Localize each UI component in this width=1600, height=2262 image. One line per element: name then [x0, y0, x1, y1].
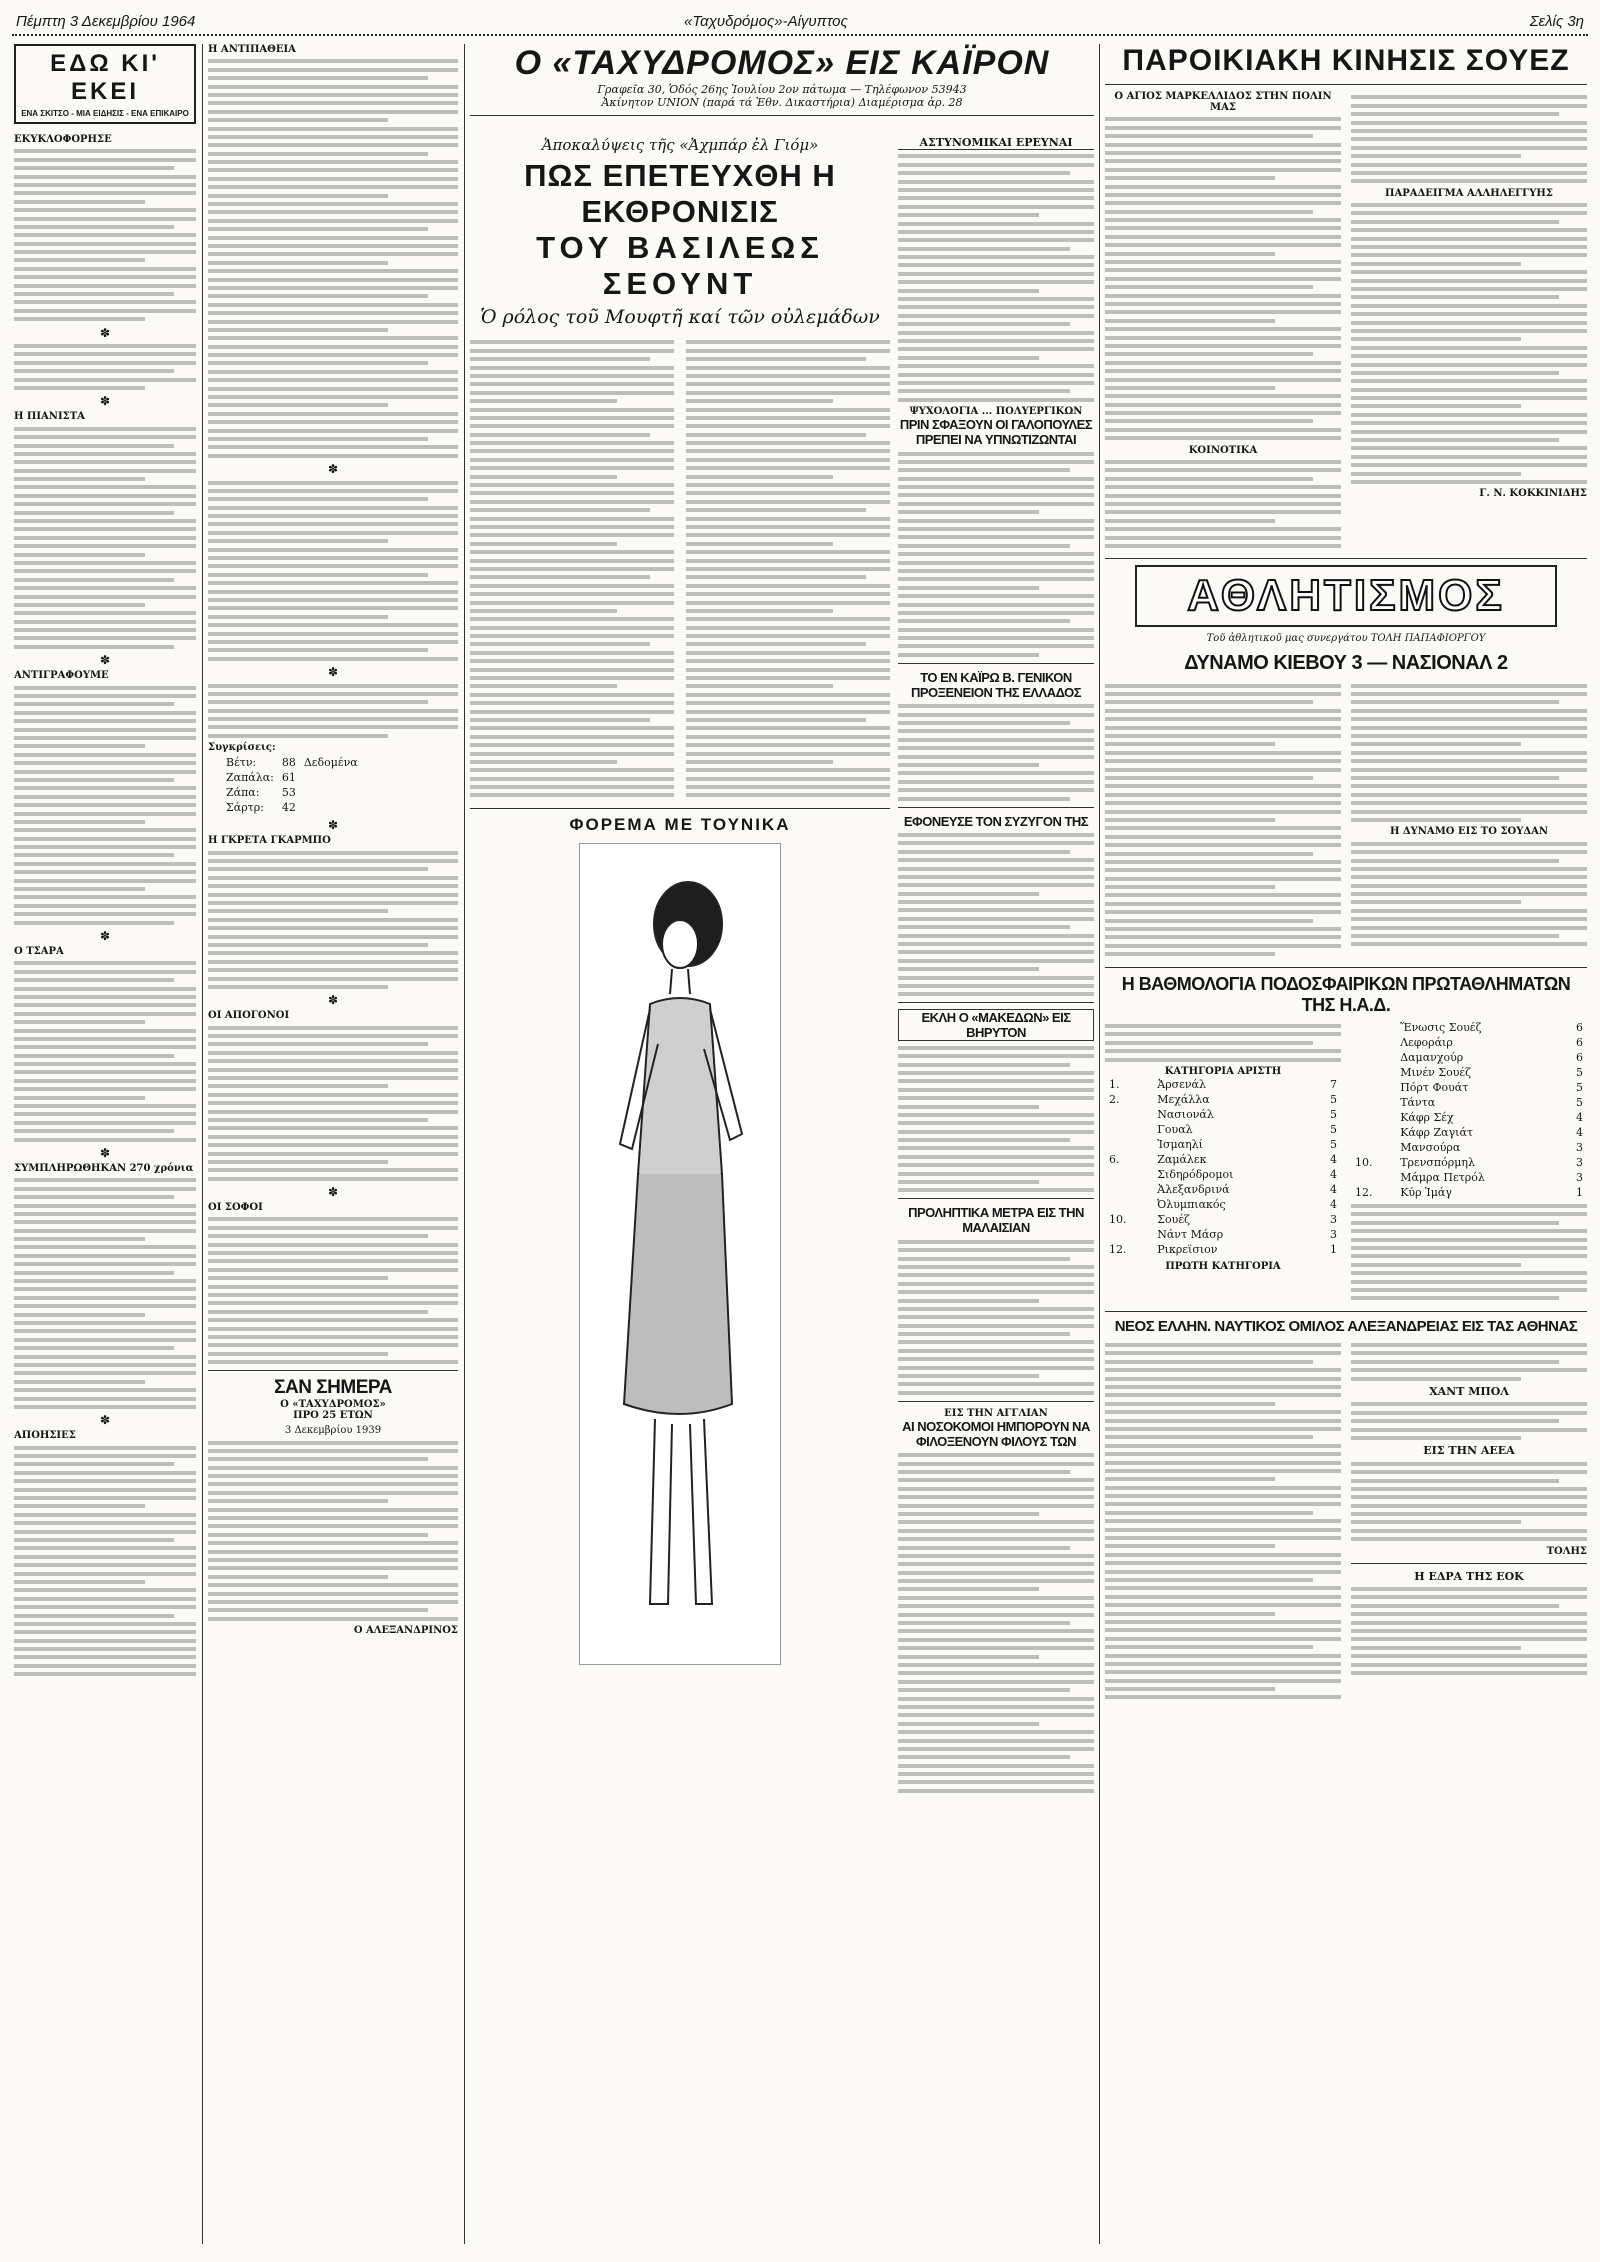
table-cell [1105, 1167, 1153, 1182]
table-cell [1105, 1182, 1153, 1197]
article-body [1351, 684, 1587, 822]
article-body [208, 851, 458, 989]
table-cell: Σουέζ [1157, 1212, 1190, 1226]
standings-row [1351, 1065, 1587, 1080]
article-body [1351, 1402, 1587, 1440]
separator-ornament: ✽ [327, 665, 339, 680]
article-body [208, 1217, 458, 1364]
article-body [208, 1026, 458, 1181]
article-body [14, 1178, 196, 1409]
divider [1105, 84, 1587, 85]
table-cell: Ζάπα: [226, 786, 260, 800]
table-cell [1351, 1095, 1396, 1110]
table-cell: 5 [1330, 1122, 1337, 1136]
table-cell: 3 [1330, 1212, 1337, 1226]
column-rule [464, 44, 465, 2244]
brief-heading: ΕΚΛΗ Ο «ΜΑΚΕΔΩΝ» ΕΙΣ ΒΗΡΥΤΟΝ [898, 1009, 1094, 1041]
table-cell: Κάφρ Ζαγιάτ [1400, 1125, 1473, 1139]
section-heading: ΕΚΥΚΛΟΦΟΡΗΣΕ [14, 134, 112, 145]
address-line: Ἀκίνητον UNION (παρά τά Ἐθν. Δικαστήρια) Διαμέρισμα ἀρ. 28 [601, 96, 963, 109]
article-body [470, 336, 674, 802]
section-heading: ΚΟΙΝΟΤΙΚΑ [1188, 444, 1258, 456]
table-row [222, 800, 362, 815]
sports-banner [1135, 565, 1557, 627]
table-row [222, 755, 362, 770]
standings-row [1105, 1242, 1341, 1257]
fashion-title: ΦΟΡΕΜΑ ΜΕ ΤΟΥΝΙΚΑ [569, 814, 791, 834]
standings-row [1351, 1170, 1587, 1185]
standings-row [1351, 1080, 1587, 1095]
table-cell: 5 [1330, 1092, 1337, 1106]
table-cell: Κύρ Ἰμάγ [1400, 1185, 1452, 1199]
table-cell: 10. [1355, 1155, 1373, 1169]
table-cell: Μινέν Σουέζ [1400, 1065, 1472, 1079]
column-rule [1099, 44, 1100, 2244]
standings-row [1351, 1185, 1587, 1200]
table-cell: Σάρτρ: [226, 801, 264, 815]
article-body [1105, 460, 1341, 548]
table-cell: Πόρτ Φουάτ [1400, 1080, 1469, 1094]
article-body [898, 1240, 1094, 1395]
section-heading: ΟΙ ΣΟΦΟΙ [208, 1202, 263, 1214]
table-cell: 53 [281, 786, 296, 800]
table-cell: 6 [1576, 1035, 1583, 1049]
section-heading: Η ΔΥΝΑΜΟ ΕΙΣ ΤΟ ΣΟΥΔΑΝ [1389, 826, 1549, 838]
section-heading: ΟΙ ΑΠΟΓΟΝΟΙ [208, 1010, 290, 1022]
separator-ornament: ✽ [99, 394, 111, 409]
divider [1105, 558, 1587, 559]
divider [898, 807, 1094, 808]
table-cell [1351, 1035, 1396, 1050]
byline: Γ. Ν. ΚΟΚΚΙΝΙΔΗΣ [1479, 488, 1587, 500]
table-cell [1351, 1065, 1396, 1080]
table-cell: 1. [1109, 1077, 1120, 1091]
table-cell: Μεχάλλα [1157, 1092, 1210, 1106]
table-cell: Δαμανχούρ [1400, 1050, 1464, 1064]
article-body [898, 704, 1094, 800]
table-row [222, 785, 362, 800]
table-cell: 5 [1330, 1137, 1337, 1151]
running-head [12, 10, 1588, 36]
standings-row [1105, 1092, 1341, 1107]
newspaper-page [12, 10, 1588, 2252]
headline: ΤΟΥ ΒΑΣΙΛΕΩΣ ΣΕΟΥΝΤ [536, 230, 824, 301]
article-body [1351, 842, 1587, 947]
standings-row [1351, 1140, 1587, 1155]
kicker: Ἀποκαλύψεις τῆς «Ἀχμπάρ ἐλ Γιόμ» [541, 136, 819, 154]
table-cell: 1 [1576, 1185, 1583, 1199]
suez-title: ΠΑΡΟΙΚΙΑΚΗ ΚΙΝΗΣΙΣ ΣΟΥΕΖ [1122, 44, 1570, 77]
deck: Ὁ ρόλος τοῦ Μουφτῆ καί τῶν οὐλεμάδων [480, 306, 880, 328]
on-this-day-sub: ΠΡΟ 25 ΕΤΩΝ [293, 1410, 373, 1422]
club-col-b [1351, 1339, 1587, 1704]
section-heading: Η ΓΚΡΕΤΑ ΓΚΑΡΜΠΟ [208, 835, 331, 847]
standings-col-a [1105, 1020, 1341, 1305]
table-cell: 4 [1576, 1125, 1583, 1139]
separator-ornament: ✽ [99, 1145, 111, 1160]
table-cell: 3 [1576, 1155, 1583, 1169]
match-col-b [1351, 679, 1587, 960]
standings-title: Η ΒΑΘΜΟΛΟΓΙΑ ΠΟΔΟΣΦΑΙΡΙΚΩΝ ΠΡΩΤΑΘΛΗΜΑΤΩΝ ΤΗΣ Η.Α.Δ. [1121, 973, 1571, 1015]
table-cell: 2. [1109, 1092, 1120, 1106]
table-cell: 5 [1330, 1107, 1337, 1121]
table-cell: Μανσούρα [1400, 1140, 1461, 1154]
match-headline: ΔΥΝΑΜΟ ΚΙΕΒΟΥ 3 — ΝΑΣΙΟΝΑΛ 2 [1184, 652, 1508, 675]
standings-row [1105, 1137, 1341, 1152]
separator-ornament: ✽ [99, 1413, 111, 1428]
article-body [1351, 95, 1587, 183]
section-heading: ΣΥΜΠΛΗΡΩΘΗΚΑΝ 270 χρόνια [14, 1162, 194, 1174]
table-cell: Δεδομένα [303, 756, 358, 770]
table-cell: 4 [1330, 1152, 1337, 1166]
article-body [1351, 1204, 1587, 1300]
table-cell: Λεφοράιρ [1400, 1035, 1453, 1049]
table-cell: 88 [281, 756, 296, 770]
table-cell [1351, 1020, 1396, 1035]
table-cell [1351, 1140, 1396, 1155]
table-heading: ΠΡΩΤΗ ΚΑΤΗΓΟΡΙΑ [1165, 1260, 1281, 1272]
divider [1105, 967, 1587, 968]
article-body [1351, 1462, 1587, 1542]
byline: ΤΟΛΗΣ [1546, 1545, 1587, 1557]
table-cell [1105, 1107, 1153, 1122]
divider [1351, 1563, 1587, 1564]
section-heading: Ο ΑΓΙΟΣ ΜΑΡΚΕΛΛΙΔΟΣ ΣΤΗΝ ΠΟΛΙΝ ΜΑΣ [1114, 91, 1332, 113]
issue-date: Πέμπτη 3 Δεκεμβρίου 1964 [16, 13, 196, 30]
section-heading: Η ΑΝΤΙΠΑΘΕΙΑ [208, 44, 296, 55]
article-body [14, 149, 196, 321]
page-number: Σελίς 3η [1529, 13, 1584, 30]
standings-row [1105, 1107, 1341, 1122]
standings-table-a [1105, 1077, 1341, 1257]
brief-kicker: ΕΙΣ ΤΗΝ ΑΓΓΛΙΑΝ [944, 1407, 1048, 1419]
club-title: ΝΕΟΣ ΕΛΛΗΝ. ΝΑΥΤΙΚΟΣ ΟΜΙΛΟΣ ΑΛΕΞΑΝΔΡΕΙΑΣ ΕΙΣ ΤΑΣ ΑΘΗΝΑΣ [1114, 1317, 1578, 1335]
table-cell: 3 [1576, 1170, 1583, 1184]
separator-ornament: ✽ [327, 1185, 339, 1200]
divider [898, 1401, 1094, 1402]
standings-row [1105, 1212, 1341, 1227]
standings-row [1105, 1152, 1341, 1167]
table-cell: Βέτν: [226, 756, 257, 770]
table-cell [1351, 1050, 1396, 1065]
brief-heading: ΑΙ ΝΟΣΟΚΟΜΟΙ ΗΜΠΟΡΟΥΝ ΝΑ ΦΙΛΟΞΕΝΟΥΝ ΦΙΛΟΥΣ ΤΩΝ [902, 1418, 1090, 1449]
article-body [14, 1446, 196, 1677]
article-body [898, 452, 1094, 657]
standings-row [1105, 1167, 1341, 1182]
section-heading: Ο ΤΣΑΡΑ [14, 945, 64, 957]
table-cell: Ἀλεξανδρινά [1157, 1182, 1230, 1196]
table-cell: Ζαπάλα: [226, 771, 274, 785]
table-cell: 4 [1576, 1110, 1583, 1124]
article-body [1351, 1587, 1587, 1675]
table-cell: 7 [1330, 1077, 1337, 1091]
divider [898, 1002, 1094, 1003]
table-cell: 4 [1330, 1167, 1337, 1181]
table-cell: Κάφρ Σέχ [1400, 1110, 1454, 1124]
standings-row [1351, 1125, 1587, 1140]
section-heading: ΕΙΣ ΤΗΝ ΑΕΕΑ [1423, 1444, 1515, 1458]
on-this-day-sub: Ο «ΤΑΧΥΔΡΟΜΟΣ» [280, 1399, 386, 1411]
table-cell: Νασιονάλ [1157, 1107, 1214, 1121]
column-rule [202, 44, 203, 2244]
table-cell [1351, 1170, 1396, 1185]
table-row [222, 770, 362, 785]
article-body [14, 961, 196, 1141]
story-columns [470, 336, 890, 802]
article-body [208, 684, 458, 738]
table-heading: Συγκρίσεις: [208, 742, 276, 754]
article-body [686, 336, 890, 802]
section-heading: ΠΑΡΑΔΕΙΓΜΑ ΑΛΛΗΛΕΓΓΥΗΣ [1385, 187, 1553, 199]
suez-columns [1105, 91, 1587, 552]
section-heading: Η ΕΔΡΑ ΤΗΣ ΕΟΚ [1414, 1569, 1524, 1583]
table-cell: Γουαλ [1157, 1122, 1193, 1136]
table-cell: Σιδηρόδρομοι [1157, 1167, 1234, 1181]
article-body [14, 344, 196, 390]
table-cell [300, 800, 362, 815]
table-cell: 6 [1576, 1020, 1583, 1034]
section-heading: ΧΑΝΤ ΜΠΟΛ [1429, 1385, 1509, 1399]
table-cell: Ἀρσενάλ [1157, 1077, 1206, 1091]
article-body [208, 1441, 458, 1621]
table-cell: 6 [1576, 1050, 1583, 1064]
column-2 [208, 44, 458, 2244]
suez-col-b [1351, 91, 1587, 552]
divider [208, 1370, 458, 1371]
paper-name: «Ταχυδρόμος»-Αίγυπτος [684, 13, 848, 30]
sports-title: ΑΘΛΗΤΙΣΜΟΣ [1187, 571, 1505, 621]
separator-ornament: ✽ [327, 462, 339, 477]
section-heading: Η ΠΙΑΝΙΣΤΑ [14, 411, 85, 423]
table-cell [1351, 1110, 1396, 1125]
table-cell [300, 785, 362, 800]
article-body [208, 481, 458, 661]
table-heading: ΚΑΤΗΓΟΡΙΑ ΑΡΙΣΤΗ [1164, 1065, 1282, 1077]
club-columns [1105, 1339, 1587, 1704]
table-cell: Ρικρεϊσιον [1157, 1242, 1218, 1256]
divider [1105, 1311, 1587, 1312]
standings-row [1105, 1227, 1341, 1242]
divider [898, 663, 1094, 664]
article-body [1105, 679, 1341, 960]
article-body [898, 1046, 1094, 1193]
article-body [1351, 203, 1587, 484]
table-cell [1105, 1122, 1153, 1137]
column-title: ΕΔΩ ΚΙ' ΕΚΕΙ [50, 50, 160, 105]
table-cell: 3 [1330, 1227, 1337, 1241]
article-body [14, 427, 196, 649]
comparison-table [222, 755, 362, 815]
table-cell [1105, 1137, 1153, 1152]
standings-row [1351, 1035, 1587, 1050]
table-cell [1351, 1080, 1396, 1095]
table-cell: 6. [1109, 1152, 1120, 1166]
table-cell: Ζαμάλεκ [1157, 1152, 1207, 1166]
standings-table-b [1351, 1020, 1587, 1200]
standings-row [1351, 1110, 1587, 1125]
standings-row [1105, 1197, 1341, 1212]
standings-row [1105, 1077, 1341, 1092]
address-line: Γραφεῖα 30, Ὁδός 26ης Ἰουλίου 2ον πάτωμα — Τηλέφωνον 53943 [597, 83, 967, 96]
byline: Ο ΑΛΕΞΑΝΔΡΙΝΟΣ [353, 1625, 458, 1637]
standings-row [1351, 1020, 1587, 1035]
dress-sketch [580, 844, 780, 1664]
masthead: Ο «ΤΑΧΥΔΡΟΜΟΣ» ΕΙΣ ΚΑΪΡΟΝ [514, 44, 1050, 82]
table-cell: 12. [1109, 1242, 1127, 1256]
suez-col-a [1105, 91, 1341, 552]
table-cell [1351, 1125, 1396, 1140]
table-cell [300, 770, 362, 785]
table-cell: Νάντ Μάσρ [1157, 1227, 1224, 1241]
article-body [208, 59, 458, 457]
table-cell: 5 [1576, 1065, 1583, 1079]
brief-heading: ΠΡΟΛΗΠΤΙΚΑ ΜΕΤΡΑ ΕΙΣ ΤΗΝ ΜΑΛΑΙΣΙΑΝ [908, 1205, 1084, 1236]
table-cell [1105, 1227, 1153, 1242]
table-cell [1105, 1197, 1153, 1212]
cairo-briefs [898, 136, 1094, 2244]
table-cell: 4 [1330, 1182, 1337, 1196]
separator-ornament: ✽ [327, 818, 339, 833]
table-cell: Τάντα [1400, 1095, 1436, 1109]
article-body [14, 686, 196, 925]
brief-kicker: ΨΥΧΟΛΟΓΙΑ ... ΠΟΛΥΕΡΓΙΚΩΝ [909, 406, 1083, 418]
fashion-illustration [579, 843, 781, 1665]
table-cell: Μάμρα Πετρόλ [1400, 1170, 1485, 1184]
table-cell: 12. [1355, 1185, 1373, 1199]
right-section [1105, 44, 1587, 2244]
column-1 [14, 44, 196, 2244]
article-body [1105, 1339, 1341, 1704]
table-cell: 10. [1109, 1212, 1127, 1226]
match-columns [1105, 679, 1587, 960]
table-cell: Τρενσπόρμηλ [1400, 1155, 1475, 1169]
brief-heading: ΤΟ ΕΝ ΚΑΪΡΩ Β. ΓΕΝΙΚΟΝ ΠΡΟΞΕΝΕΙΟΝ ΤΗΣ ΕΛΛΑΔΟΣ [910, 669, 1082, 700]
separator-ornament: ✽ [327, 993, 339, 1008]
table-cell: 42 [281, 801, 296, 815]
article-body [1105, 1024, 1341, 1062]
section-heading: ΑΠΟΗΣΙΕΣ [14, 1430, 76, 1442]
table-cell: Ἰσμαηλί [1157, 1137, 1203, 1151]
cairo-section [470, 44, 1094, 2244]
divider [470, 808, 890, 809]
column-subtitle: ΕΝΑ ΣΚΙΤΣΟ - ΜΙΑ ΕΙΔΗΣΙΣ - ΕΝΑ ΕΠΙΚΑΙΡΟ [21, 109, 189, 118]
table-cell: Ὀλυμπιακός [1157, 1197, 1226, 1211]
divider [470, 115, 1094, 116]
article-body [1105, 117, 1341, 440]
standings-row [1105, 1182, 1341, 1197]
table-cell: 4 [1330, 1197, 1337, 1211]
on-this-day-date: 3 Δεκεμβρίου 1939 [284, 1425, 382, 1437]
table-cell: 1 [1330, 1242, 1337, 1256]
article-body [1351, 1343, 1587, 1381]
cairo-main-story [470, 136, 890, 2244]
separator-ornament: ✽ [99, 653, 111, 668]
brief-heading: ΠΡΙΝ ΣΦΑΞΟΥΝ ΟΙ ΓΑΛΟΠΟΥΛΕΣ ΠΡΕΠΕΙ ΝΑ ΥΠΝΩΤΙΖΩΝΤΑΙ [899, 417, 1093, 448]
sports-credit: Τοῦ ἀθλητικοῦ μας συνεργάτου ΤΟΛΗ ΠΑΠΑΦΙΟΡΓΟΥ [1206, 633, 1486, 645]
standings-row [1351, 1155, 1587, 1170]
section-heading: ΑΝΤΙΓΡΑΦΟΥΜΕ [14, 670, 109, 682]
standings-columns [1105, 1020, 1587, 1305]
standings-row [1351, 1095, 1587, 1110]
standings-col-b [1351, 1020, 1587, 1305]
article-body [898, 1453, 1094, 1793]
standings-row [1105, 1122, 1341, 1137]
on-this-day-title: ΣΑΝ ΣΗΜΕΡΑ [274, 1377, 392, 1399]
article-body [898, 154, 1094, 401]
brief-heading: ΑΣΤΥΝΟΜΙΚΑΙ ΕΡΕΥΝΑΙ [898, 136, 1094, 150]
table-cell: 3 [1576, 1140, 1583, 1154]
headline: ΠΩΣ ΕΠΕΤΕΥΧΘΗ Η ΕΚΘΡΟΝΙΣΙΣ [524, 158, 836, 229]
separator-ornament: ✽ [99, 325, 111, 340]
article-body [898, 833, 1094, 996]
table-cell: 5 [1576, 1095, 1583, 1109]
table-cell: 5 [1576, 1080, 1583, 1094]
edo-kiekei-box [14, 44, 196, 124]
brief-heading: ΕΦΟΝΕΥΣΕ ΤΟΝ ΣΥΖΥΓΟΝ ΤΗΣ [903, 813, 1089, 829]
divider [898, 1198, 1094, 1199]
standings-row [1351, 1050, 1587, 1065]
separator-ornament: ✽ [99, 928, 111, 943]
table-cell: Ἕνωσις Σουέζ [1400, 1020, 1482, 1034]
table-cell: 61 [281, 771, 296, 785]
